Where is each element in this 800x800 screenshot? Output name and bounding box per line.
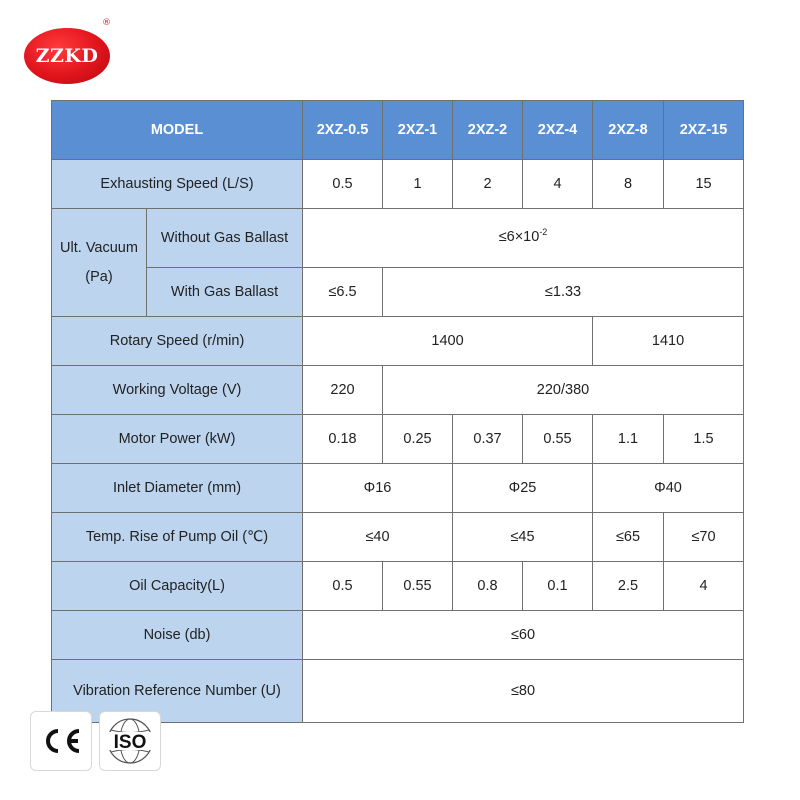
table-cell: [303, 209, 744, 268]
row-label: Rotary Speed (r/min): [52, 317, 303, 366]
table-cell: ≤60: [303, 611, 744, 660]
iso-label: ISO: [113, 732, 147, 753]
table-cell: 0.5: [303, 160, 383, 209]
table-row: [52, 513, 744, 562]
row-label: Vibration Reference Number (U): [52, 660, 303, 723]
table-cell: ≤40: [303, 513, 453, 562]
table-row: [52, 268, 744, 317]
table-row: [52, 209, 744, 268]
model-name: 2XZ-2: [453, 101, 523, 160]
table-cell: 220: [303, 366, 383, 415]
table-cell: 0.18: [303, 415, 383, 464]
table-cell: 0.25: [383, 415, 453, 464]
logo-text: ZZKD: [35, 45, 99, 67]
row-label: Working Voltage (V): [52, 366, 303, 415]
table-cell: 2: [453, 160, 523, 209]
table-cell: 15: [664, 160, 744, 209]
table-row: [52, 317, 744, 366]
ce-mark-icon: [31, 712, 91, 770]
model-name: 2XZ-0.5: [303, 101, 383, 160]
table-row: [52, 562, 744, 611]
table-cell: 4: [523, 160, 593, 209]
model-name: 2XZ-8: [593, 101, 664, 160]
table-cell: 0.5: [303, 562, 383, 611]
row-label: Exhausting Speed (L/S): [52, 160, 303, 209]
table-cell: ≤6.5: [303, 268, 383, 317]
table-cell: Φ16: [303, 464, 453, 513]
value-exponent: -2: [539, 227, 548, 237]
row-label: Oil Capacity(L): [52, 562, 303, 611]
row-label: Motor Power (kW): [52, 415, 303, 464]
table-row: [52, 366, 744, 415]
table-cell: 2.5: [593, 562, 664, 611]
table-cell: 1400: [303, 317, 593, 366]
table-cell: Φ40: [593, 464, 744, 513]
table-cell: 0.37: [453, 415, 523, 464]
row-label: Noise (db): [52, 611, 303, 660]
table-cell: 1.5: [664, 415, 744, 464]
table-row: [52, 415, 744, 464]
table-cell: 4: [664, 562, 744, 611]
table-cell: 0.55: [383, 562, 453, 611]
registered-mark: ®: [102, 18, 111, 28]
row-sublabel: Without Gas Ballast: [147, 209, 303, 268]
model-header: MODEL: [52, 101, 303, 160]
table-cell: ≤65: [593, 513, 664, 562]
model-name: 2XZ-4: [523, 101, 593, 160]
table-cell: ≤70: [664, 513, 744, 562]
table-cell: 1.1: [593, 415, 664, 464]
model-name: 2XZ-1: [383, 101, 453, 160]
table-cell: Φ25: [453, 464, 593, 513]
table-cell: ≤1.33: [383, 268, 744, 317]
table-cell: 8: [593, 160, 664, 209]
table-row: [52, 464, 744, 513]
table-cell: ≤45: [453, 513, 593, 562]
table-cell: 220/380: [383, 366, 744, 415]
table-cell: 1410: [593, 317, 744, 366]
row-label: Ult. Vacuum (Pa): [52, 209, 147, 317]
header-row: [52, 101, 744, 160]
table-cell: ≤80: [303, 660, 744, 723]
table-cell: 0.1: [523, 562, 593, 611]
table-cell: 0.55: [523, 415, 593, 464]
row-label: Temp. Rise of Pump Oil (℃): [52, 513, 303, 562]
model-name: 2XZ-15: [664, 101, 744, 160]
iso-globe-icon: [100, 712, 160, 770]
table-row: [52, 611, 744, 660]
iso-certification-badge: [99, 711, 161, 771]
spec-table: [51, 100, 744, 723]
brand-logo: [24, 18, 111, 86]
table-cell: 1: [383, 160, 453, 209]
row-sublabel: With Gas Ballast: [147, 268, 303, 317]
row-label: Inlet Diameter (mm): [52, 464, 303, 513]
table-row: [52, 160, 744, 209]
value-base: ≤6×10: [498, 229, 540, 245]
table-cell: 0.8: [453, 562, 523, 611]
ce-certification-badge: [30, 711, 92, 771]
